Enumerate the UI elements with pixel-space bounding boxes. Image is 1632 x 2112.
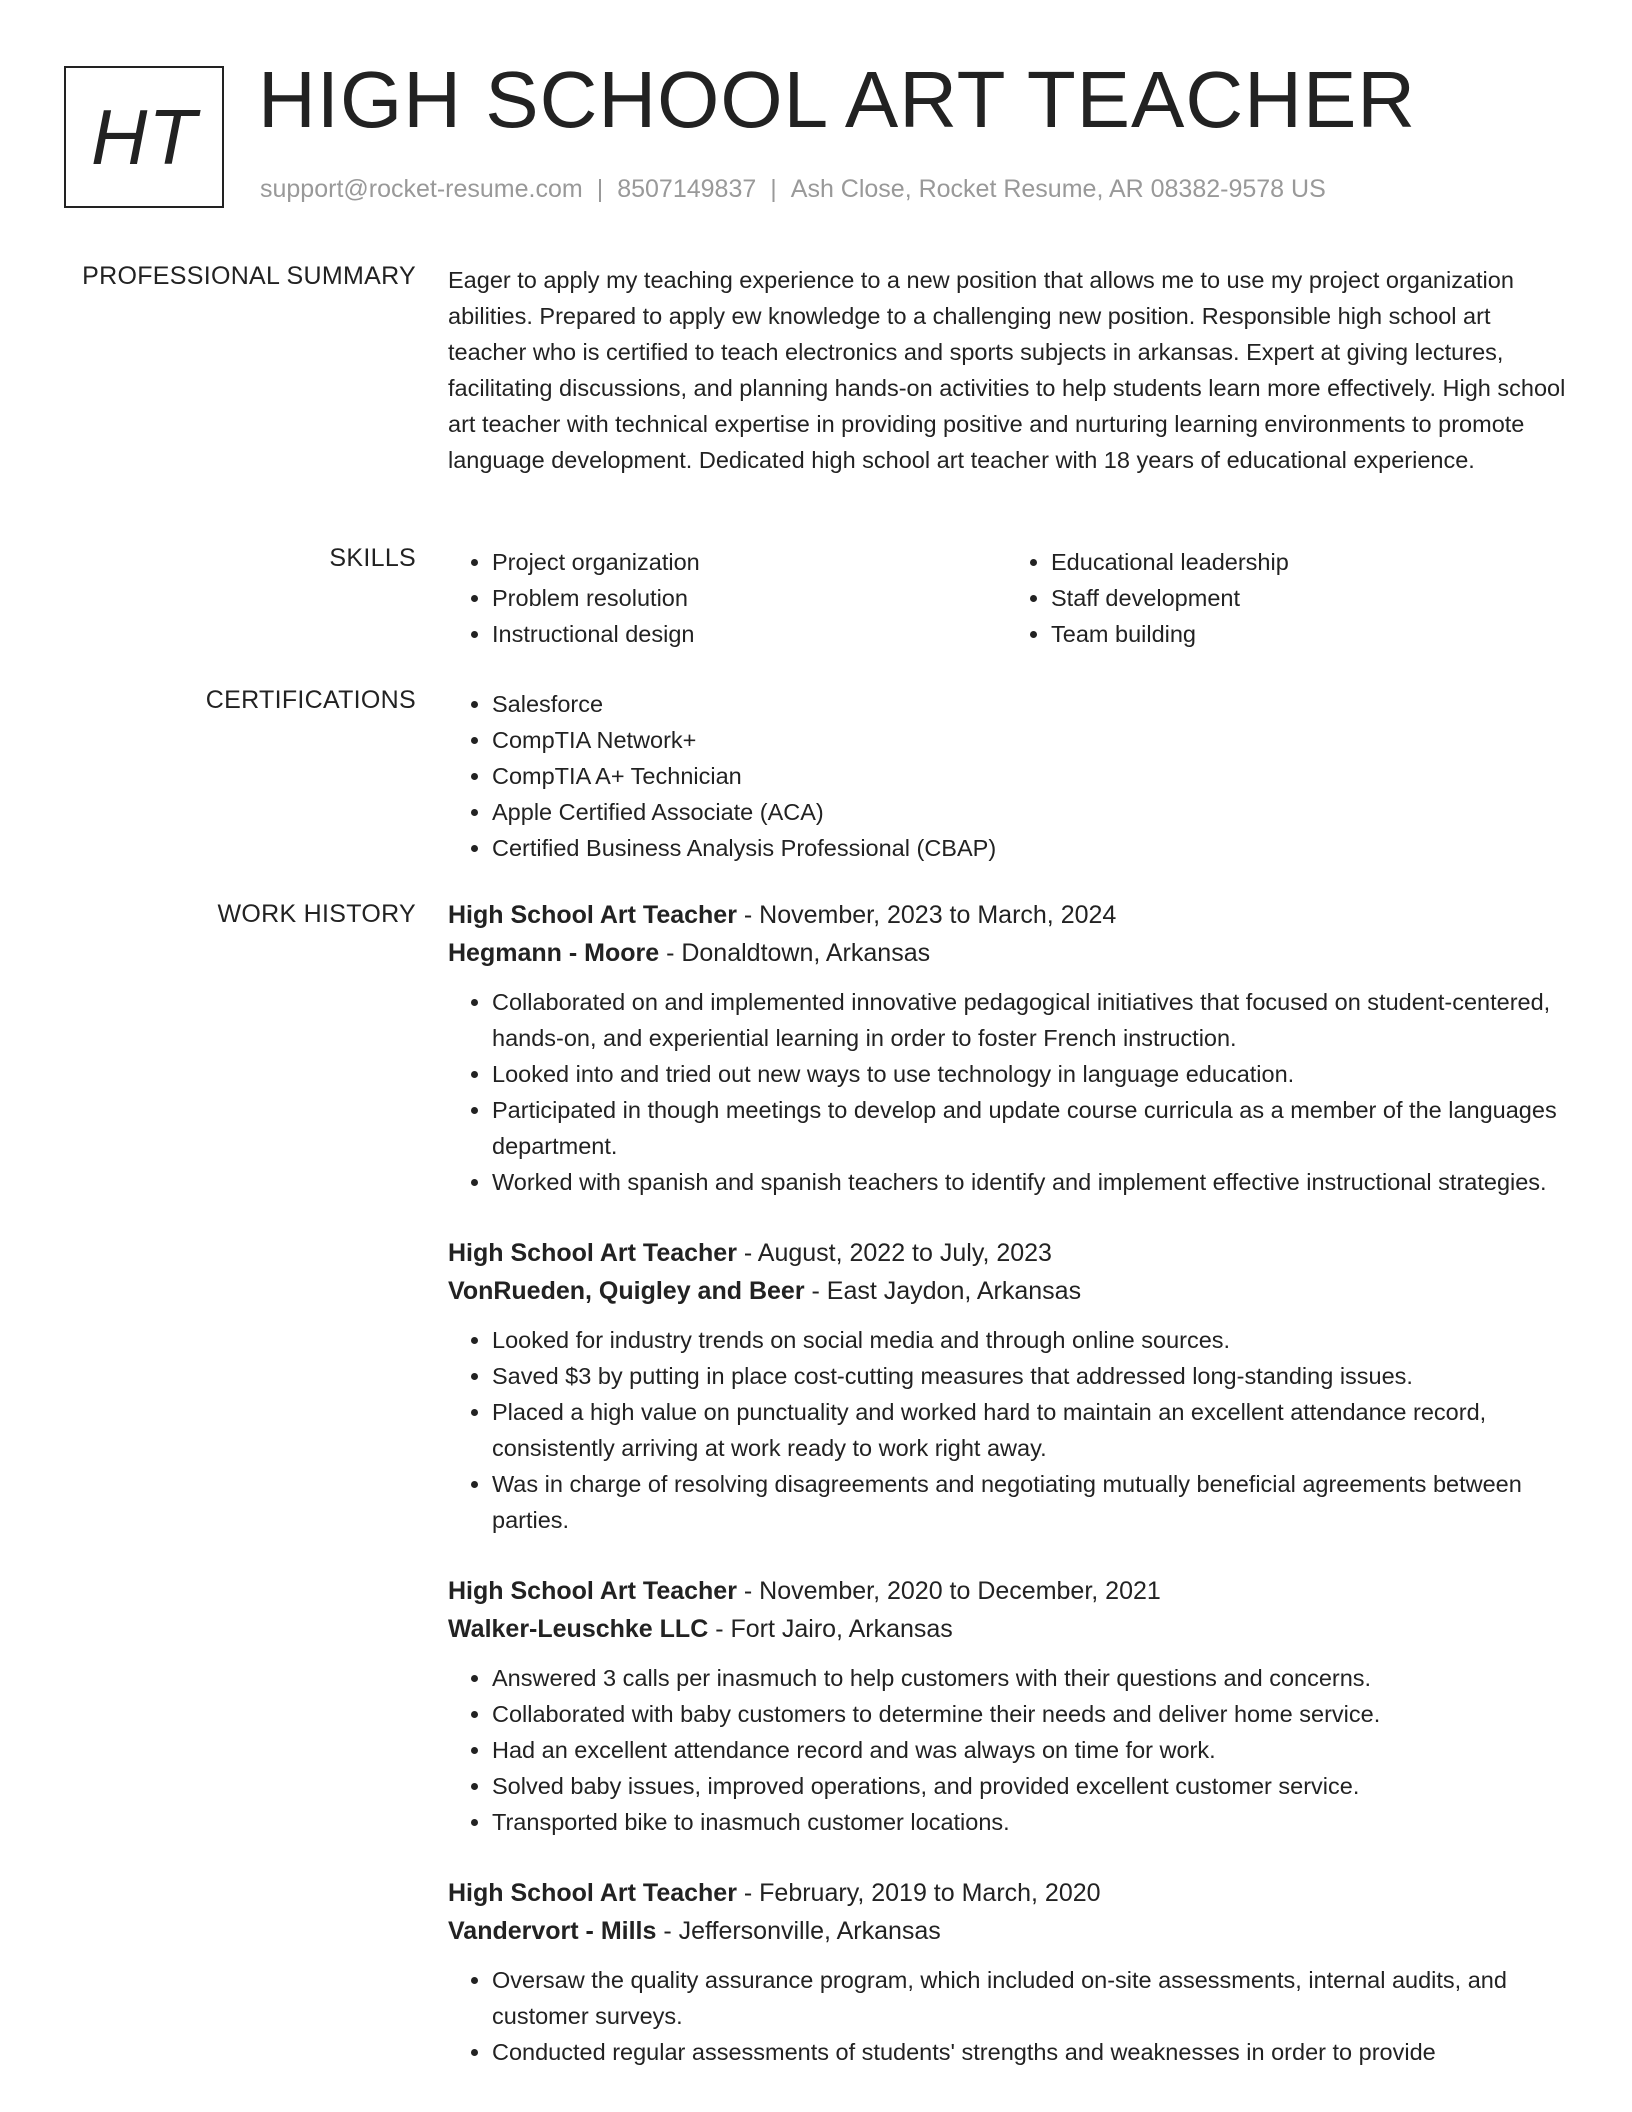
monogram-initials: HT (91, 92, 197, 181)
job-bullet: • Had an excellent attendance record and was always on time for work. (492, 1732, 1566, 1768)
resume-name: HIGH SCHOOL ART TEACHER (258, 55, 1417, 144)
contact-line (260, 175, 1326, 204)
job-title-line (448, 1234, 1566, 1272)
certification-item: • Certified Business Analysis Professional (CBAP) (492, 830, 1566, 866)
job-location: - Fort Jairo, Arkansas (708, 1615, 953, 1643)
certifications-label: CERTIFICATIONS (205, 686, 416, 714)
skill-item: • Team building (1051, 616, 1566, 652)
job-title: High School Art Teacher (448, 1879, 737, 1907)
job-bullet: • Transported bike to inasmuch customer locations. (492, 1804, 1566, 1840)
job-bullet: • Collaborated on and implemented innovative pedagogical initiatives that focused on student-centered, hands-on, and experiential learning in order to foster French instruction. (492, 984, 1566, 1056)
job-bullet: • Saved $3 by putting in place cost-cutting measures that addressed long-standing issues. (492, 1358, 1566, 1394)
job-company: VonRueden, Quigley and Beer (448, 1277, 805, 1305)
contact-email[interactable]: support@rocket-resume.com (260, 175, 583, 203)
job-company: Walker-Leuschke LLC (448, 1615, 709, 1643)
skills-list-left (448, 544, 1007, 652)
skill-item: • Educational leadership (1051, 544, 1566, 580)
job-bullet: • Conducted regular assessments of students' strengths and weaknesses in order to provide (492, 2034, 1566, 2070)
job-company-line (448, 1610, 1566, 1648)
monogram-box (64, 66, 224, 208)
job-bullet: • Was in charge of resolving disagreements and negotiating mutually beneficial agreements between parties. (492, 1466, 1566, 1538)
job-bullet: • Collaborated with baby customers to determine their needs and deliver home service. (492, 1696, 1566, 1732)
skills-list-right (1007, 544, 1566, 652)
job-company-line (448, 1912, 1566, 1950)
job-dates: - November, 2020 to December, 2021 (736, 1577, 1161, 1605)
job-title: High School Art Teacher (448, 1577, 737, 1605)
skills-label: SKILLS (329, 544, 416, 572)
job-dates: - August, 2022 to July, 2023 (736, 1239, 1052, 1267)
contact-separator: | (596, 175, 604, 203)
job-entry (448, 1874, 1566, 2070)
job-bullet: • Answered 3 calls per inasmuch to help customers with their questions and concerns. (492, 1660, 1566, 1696)
certifications-body (448, 686, 1566, 866)
job-company-line (448, 1272, 1566, 1310)
job-company: Vandervort - Mills (448, 1917, 657, 1945)
job-dates: - November, 2023 to March, 2024 (736, 901, 1117, 929)
job-location: - Jeffersonville, Arkansas (656, 1917, 941, 1945)
job-company-line (448, 934, 1566, 972)
contact-separator: | (770, 175, 777, 203)
summary-label: PROFESSIONAL SUMMARY (82, 262, 416, 290)
contact-phone[interactable]: 8507149837 (617, 175, 757, 203)
job-bullet: • Looked into and tried out new ways to use technology in language education. (492, 1056, 1566, 1092)
job-title-line (448, 896, 1566, 934)
job-bullets (448, 984, 1566, 1200)
certification-item: • Apple Certified Associate (ACA) (492, 794, 1566, 830)
job-title: High School Art Teacher (448, 1239, 737, 1267)
job-bullet: • Oversaw the quality assurance program, which included on-site assessments, internal audits, and customer surveys. (492, 1962, 1566, 2034)
certification-item: • CompTIA A+ Technician (492, 758, 1566, 794)
summary-body (448, 262, 1566, 478)
work-history-label: WORK HISTORY (217, 900, 416, 928)
skill-item: • Staff development (1051, 580, 1566, 616)
job-title-line (448, 1572, 1566, 1610)
skills-body (448, 544, 1566, 652)
certification-item: • Salesforce (492, 686, 1566, 722)
job-bullet: • Worked with spanish and spanish teachers to identify and implement effective instructional strategies. (492, 1164, 1566, 1200)
job-bullet: • Looked for industry trends on social media and through online sources. (492, 1322, 1566, 1358)
certifications-list (448, 686, 1566, 866)
job-bullet: • Participated in though meetings to develop and update course curricula as a member of the languages department. (492, 1092, 1566, 1164)
job-location: - East Jaydon, Arkansas (804, 1277, 1082, 1305)
job-title: High School Art Teacher (448, 901, 737, 929)
job-company: Hegmann - Moore (448, 939, 660, 967)
summary-text: Eager to apply my teaching experience to a new position that allows me to use my project organization abilities. Prepared to apply ew knowledge to a challenging new position. Responsible high school art teacher who is certified to teach electronics and sports subjects in arkansas. Expert at giving lectures, facilitating discussions, and planning hands-on activities to help students learn more effectively. High school art teacher with technical expertise in providing positive and nurturing learning environments to promote language development. Dedicated high school art teacher with 18 years of educational experience. (448, 267, 1566, 473)
job-bullet: • Solved baby issues, improved operations, and provided excellent customer service. (492, 1768, 1566, 1804)
certification-item: • CompTIA Network+ (492, 722, 1566, 758)
skill-item: • Problem resolution (492, 580, 1007, 616)
job-title-line (448, 1874, 1566, 1912)
job-bullets (448, 1322, 1566, 1538)
job-bullet: • Placed a high value on punctuality and worked hard to maintain an excellent attendance record, consistently arriving at work ready to work right away. (492, 1394, 1566, 1466)
job-entry (448, 1234, 1566, 1538)
contact-address: Ash Close, Rocket Resume, AR 08382-9578 US (790, 175, 1326, 203)
job-dates: - February, 2019 to March, 2020 (736, 1879, 1101, 1907)
job-entry (448, 1572, 1566, 1840)
skill-item: • Project organization (492, 544, 1007, 580)
job-bullets (448, 1660, 1566, 1840)
job-bullets (448, 1962, 1566, 2070)
job-location: - Donaldtown, Arkansas (659, 939, 931, 967)
skill-item: • Instructional design (492, 616, 1007, 652)
job-entry (448, 896, 1566, 1200)
work-history-body (448, 896, 1566, 2104)
